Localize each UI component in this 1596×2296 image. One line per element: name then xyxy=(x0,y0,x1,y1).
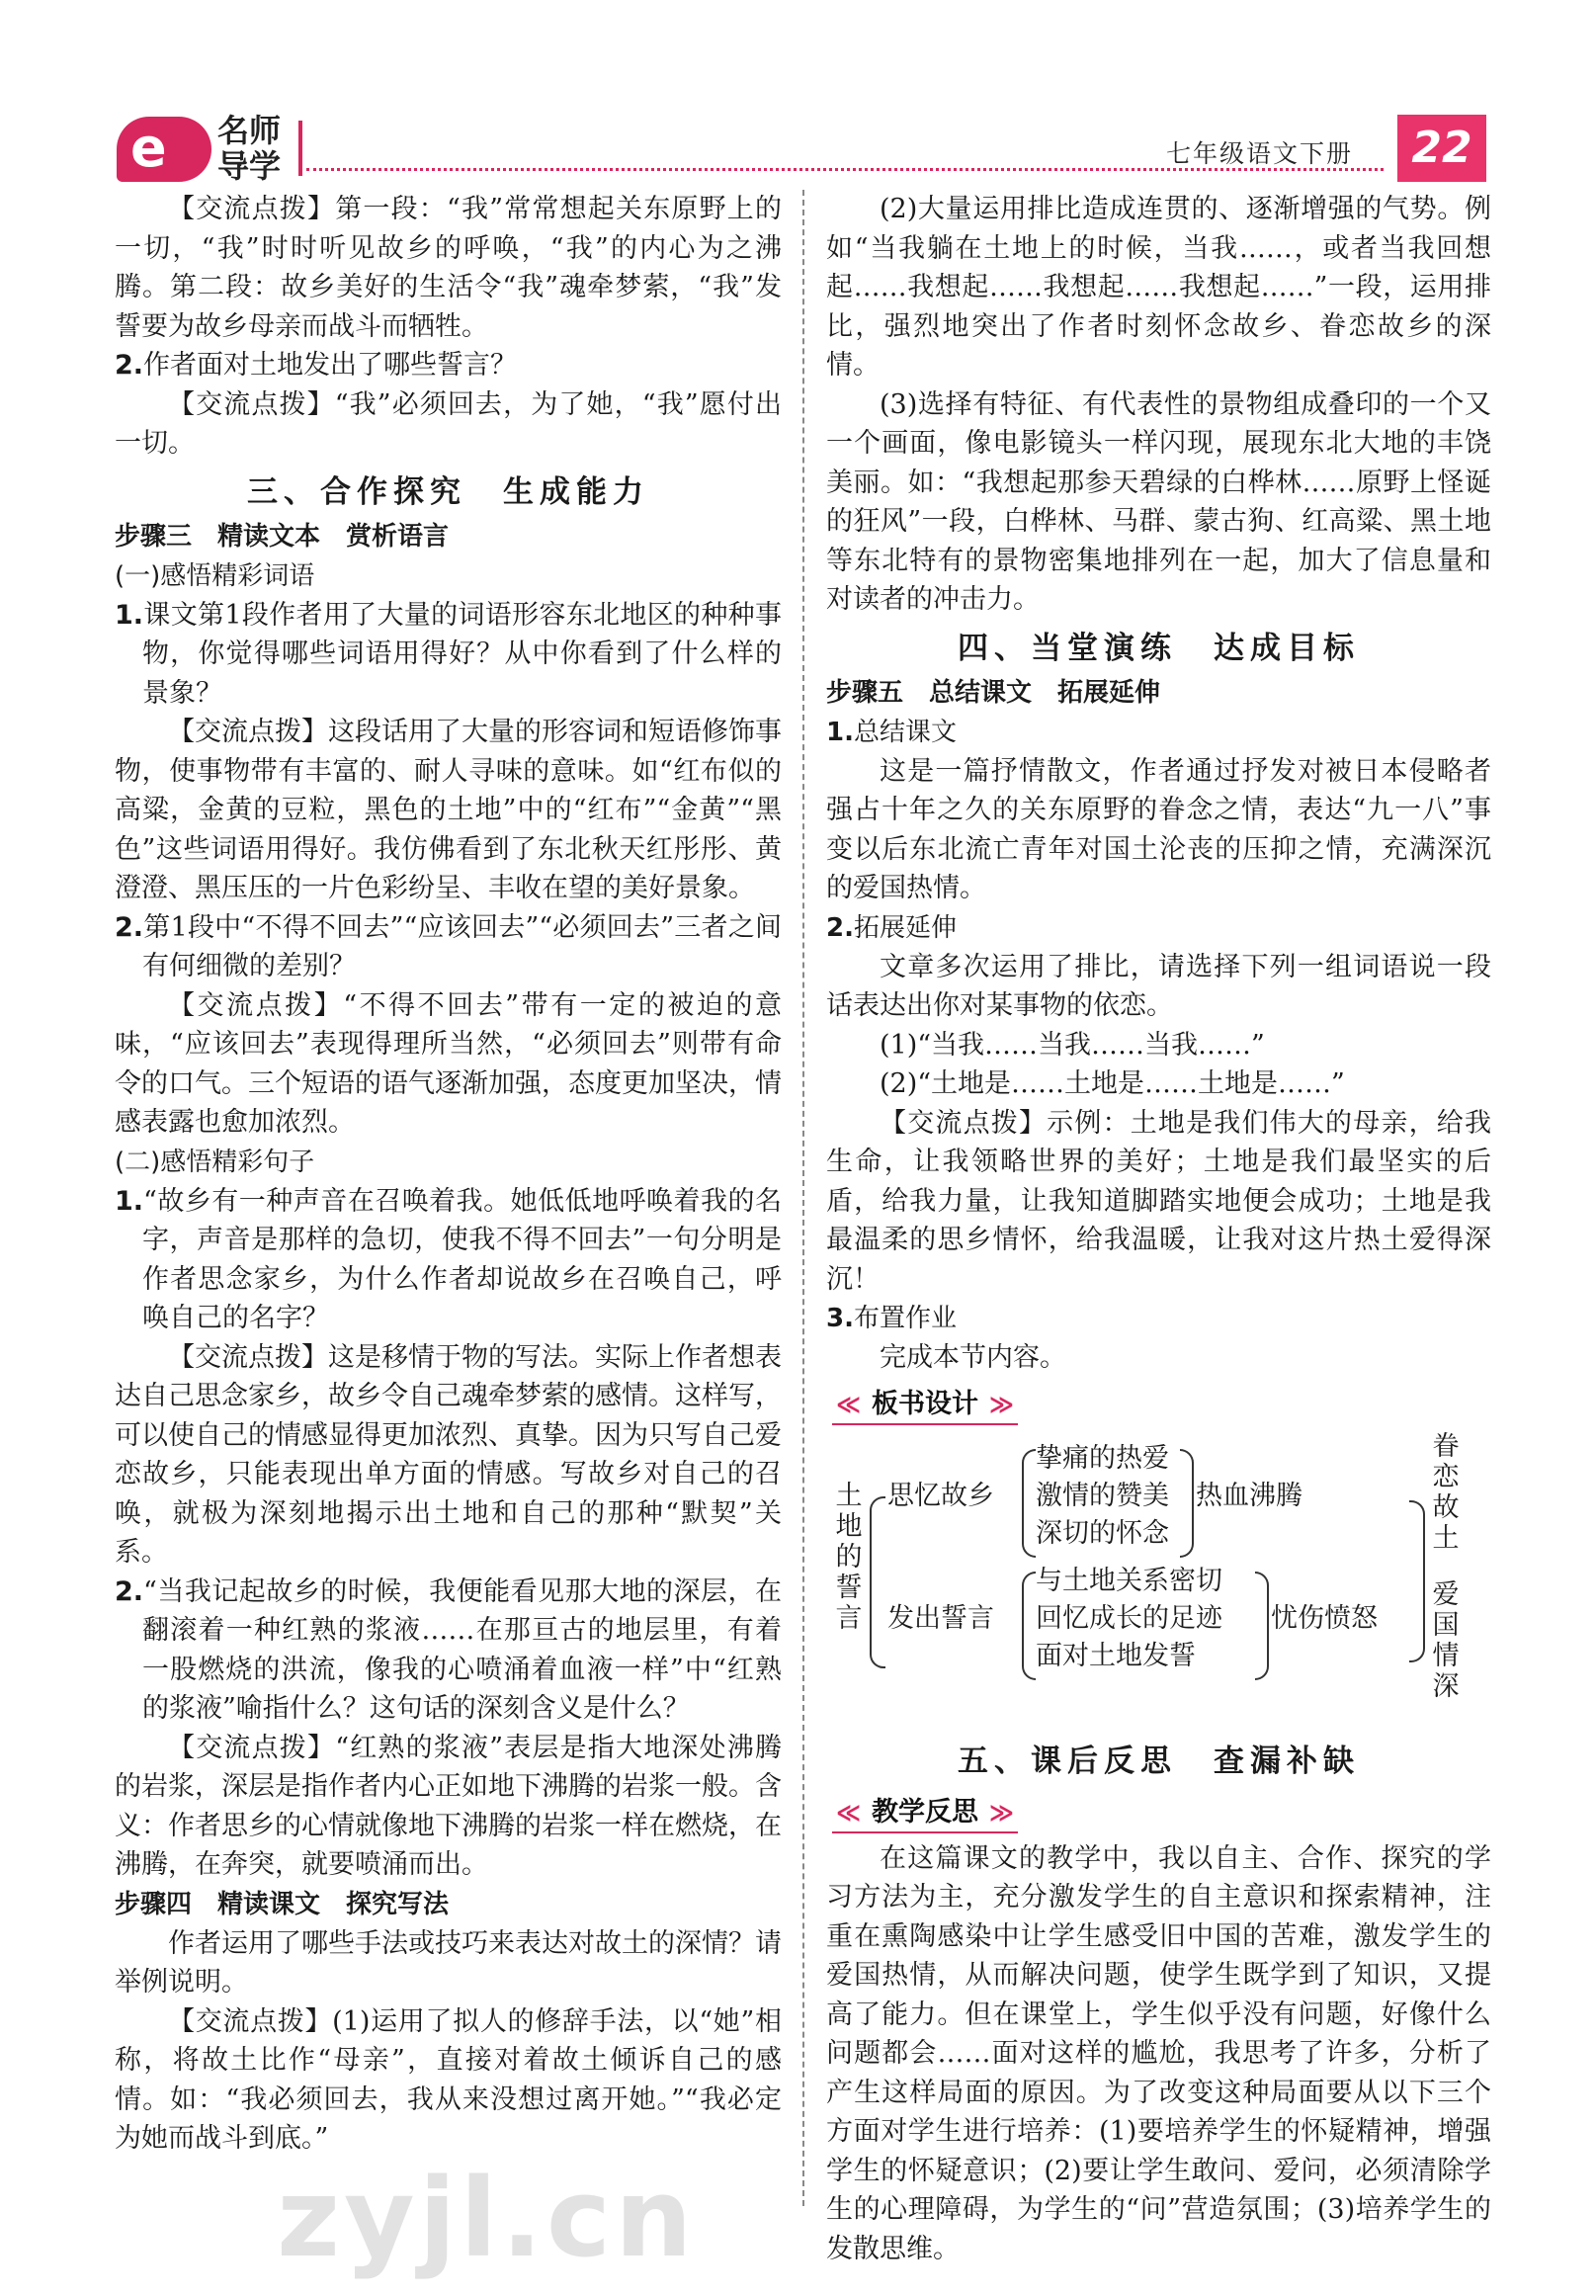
section-heading: 五、课后反思 查漏补缺 xyxy=(958,1743,1360,1779)
watermark: zyjl.cn xyxy=(277,2155,697,2281)
answer: 【交流点拨】“我”必须回去，为了她，“我”愿付出一切。 xyxy=(115,388,782,459)
question-text: “当我记起故乡的时候，我便能看见那大地的深层，在翻滚着一种红熟的浆液……在那亘古的地层里，有着一股燃烧的洪流，像我的心喷涌着血液一样”中“红熟的浆液”喻指什么？这句话的深刻含义是什么？ xyxy=(142,1575,782,1724)
option: (1)“当我……当我……当我……” xyxy=(880,1029,1265,1061)
book-title: 七年级语文下册 xyxy=(1166,139,1354,168)
brace-conclusion xyxy=(1409,1500,1425,1662)
answer: 【交流点拨】这是移情于物的写法。实际上作者想表达自己思念家乡，故乡令自己魂牵梦萦的感情。这样写，可以使自己的情感显得更加浓烈、真挚。因为只写自己爱恋故乡，只能表现出单方面的情感。写故乡对自己的召唤，就极为深刻地揭示出土地和自己的那种“默契”关系。 xyxy=(115,1341,782,1568)
answer: 【交流点拨】“红熟的浆液”表层是指大地深处沸腾的岩浆，深层是指作者内心正如地下沸腾的岩浆一般。含义：作者思乡的心情就像地下沸腾的岩浆一样在燃烧，在沸腾，在奔突，就要喷涌而出。 xyxy=(115,1732,782,1880)
board-item: 与土地关系密切 xyxy=(1036,1565,1222,1596)
brace-root xyxy=(870,1496,885,1668)
brace-branch-2-right xyxy=(1255,1572,1269,1680)
subsection-heading: (一)感悟精彩词语 xyxy=(115,560,315,591)
tag-label: 教学反思 xyxy=(872,1796,978,1828)
question-number: 2. xyxy=(115,911,144,943)
paragraph: 完成本节内容。 xyxy=(880,1342,1066,1373)
subsection-heading: (二)感悟精彩句子 xyxy=(115,1147,315,1177)
page-number: 22 xyxy=(1397,115,1486,182)
option: (2)“土地是……土地是……土地是……” xyxy=(880,1068,1345,1099)
question xyxy=(115,346,782,385)
board-result: 忧伤愤怒 xyxy=(1271,1602,1378,1634)
item-heading xyxy=(826,713,1491,752)
question xyxy=(115,1573,782,1729)
brace-branch-1-right xyxy=(1180,1449,1194,1558)
question xyxy=(115,908,782,986)
brace-branch-1 xyxy=(1022,1449,1036,1558)
question-text: “故乡有一种声音在召唤着我。她低低地呼唤着我的名字，声音是那样的急切，使我不得不回去”一句分明是作者思念家乡，为什么作者却说故乡在召唤自己，呼唤自己的名字？ xyxy=(142,1185,782,1333)
right-column xyxy=(826,190,1491,2268)
chevron-left-icon: ≪ xyxy=(836,1798,862,1827)
step-heading: 步骤五 总结课文 拓展延伸 xyxy=(826,677,1161,708)
board-item: 面对土地发誓 xyxy=(1036,1640,1196,1671)
question-text: 课文第1段作者用了大量的词语形容东北地区的种种事物，你觉得哪些词语用得好？从中你看到了什么样的景象？ xyxy=(142,599,782,709)
question-number: 1. xyxy=(115,599,144,631)
paragraph: 在这篇课文的教学中，我以自主、合作、探究的学习方法为主，充分激发学生的自主意识和探索精神，注重在熏陶感染中让学生感受旧中国的苦难，激发学生的爱国热情，从而解决问题，使学生既学到了知识，又提高了能力。但在课堂上，学生似乎没有问题，好像什么问题都会……面对这样的尴尬，我思考了许多，分析了产生这样局面的原因。为了改变这种局面要从以下三个方面对学生进行培养：(1)要培养学生的怀疑精神，增强学生的怀疑意识；(2)要让学生敢问、爱问，必须清除学生的心理障碍，为学生的“问”营造氛围；(3)培养学生的发散思维。 xyxy=(826,1842,1491,2264)
question-number: 1. xyxy=(115,1185,144,1217)
section-heading: 三、合作探究 生成能力 xyxy=(247,473,649,510)
question xyxy=(115,1182,782,1338)
header-bar xyxy=(298,121,302,176)
question-text: 作者面对土地发出了哪些誓言？ xyxy=(143,350,518,381)
item-number: 2. xyxy=(826,912,854,943)
board-theme: 眷恋故土 xyxy=(1432,1430,1460,1554)
question: 作者运用了哪些手法或技巧来表达对故土的深情？请举例说明。 xyxy=(115,1927,782,1998)
logo-badge xyxy=(117,117,211,182)
item-number: 1. xyxy=(826,717,854,747)
paragraph: 这是一篇抒情散文，作者通过抒发对被日本侵略者强占十年之久的关东原野的眷念之情，表达“九一八”事变以后东北流亡青年对国土沦丧的压抑之情，充满深沉的爱国热情。 xyxy=(826,755,1491,903)
board-branch-2: 发出誓言 xyxy=(887,1602,994,1634)
answer: 【交流点拨】(1)运用了拟人的修辞手法，以“她”相称，将故土比作“母亲”，直接对着故土倾诉自己的感情。如：“我必须回去，我从来没想过离开她。”“我必定为她而战斗到底。” xyxy=(115,2005,782,2154)
board-item: 深切的怀念 xyxy=(1036,1517,1169,1549)
chevron-right-icon: ≫ xyxy=(988,1798,1014,1827)
answer: 【交流点拨】示例：土地是我们伟大的母亲，给我生命，让我领略世界的美好；土地是我们最坚实的后盾，给我力量，让我知道脚踏实地便会成功；土地是我最温柔的思乡情怀，给我温暖，让我对这片热土爱得深沉！ xyxy=(826,1107,1491,1295)
section-heading: 四、当堂演练 达成目标 xyxy=(958,630,1360,666)
item-title: 布置作业 xyxy=(853,1304,957,1333)
chevron-left-icon: ≪ xyxy=(836,1390,862,1418)
tag-label: 板书设计 xyxy=(872,1388,978,1419)
paragraph: (3)选择有特征、有代表性的景物组成叠印的一个又一个画面，像电影镜头一样闪现，展现东北大地的丰饶美丽。如：“我想起那参天碧绿的白桦林……原野上怪诞的狂风”一段，白桦林、马群、蒙古狗、红高粱、黑土地等东北特有的景物密集地排列在一起，加大了信息量和对读者的冲击力。 xyxy=(826,388,1491,615)
board-result: 热血沸腾 xyxy=(1196,1480,1302,1511)
board-root: 土地的誓言 xyxy=(835,1480,863,1634)
item-heading xyxy=(826,1299,1491,1338)
question-number: 2. xyxy=(115,350,144,381)
blackboard-diagram xyxy=(826,1431,1491,1733)
item-heading xyxy=(826,908,1491,948)
step-heading: 步骤三 精读文本 赏析语言 xyxy=(115,521,450,552)
question-text: 第1段中“不得不回去”“应该回去”“必须回去”三者之间有何细微的差别？ xyxy=(142,911,782,981)
board-theme: 爱国情深 xyxy=(1432,1578,1460,1702)
answer: 【交流点拨】“不得不回去”带有一定的被迫的意味，“应该回去”表现得理所当然，“必须回去”则带有命令的口气。三个短语的语气逐渐加强，态度更加坚决，情感表露也愈加浓烈。 xyxy=(115,989,782,1138)
item-number: 3. xyxy=(826,1304,854,1333)
question xyxy=(115,596,782,714)
logo-text: 名师导学 xyxy=(217,112,282,185)
answer: 【交流点拨】这段话用了大量的形容词和短语修饰事物，使事物带有丰富的、耐人寻味的意味。如“红布似的高粱，金黄的豆粒，黑色的土地”中的“红布”“金黄”“黑色”这些词语用得好。我仿佛看到了东北秋天红彤彤、黄澄澄、黑压压的一片色彩纷呈、丰收在望的美好景象。 xyxy=(115,717,782,903)
brand-logo xyxy=(117,111,304,186)
step-heading: 步骤四 精读课文 探究写法 xyxy=(115,1889,450,1919)
paragraph: 文章多次运用了排比，请选择下列一组词语说一段话表达出你对某事物的依恋。 xyxy=(826,951,1491,1021)
board-item: 挚痛的热爱 xyxy=(1036,1442,1169,1474)
board-item: 激情的赞美 xyxy=(1036,1480,1169,1511)
paragraph: 【交流点拨】第一段：“我”常常想起关东原野上的一切，“我”时时听见故乡的呼唤，“我”的内心为之沸腾。第二段：故乡美好的生活令“我”魂牵梦萦，“我”发誓要为故乡母亲而战斗而牺牲。 xyxy=(115,194,782,342)
question-number: 2. xyxy=(115,1575,144,1607)
board-item: 回忆成长的足迹 xyxy=(1036,1602,1222,1634)
left-column xyxy=(115,190,782,2159)
board-design-tag xyxy=(832,1386,1018,1425)
column-divider xyxy=(802,190,804,2206)
chevron-right-icon: ≫ xyxy=(988,1390,1014,1418)
item-title: 拓展延伸 xyxy=(853,912,957,943)
brace-branch-2 xyxy=(1022,1572,1036,1680)
paragraph: (2)大量运用排比造成连贯的、逐渐增强的气势。例如“当我躺在土地上的时候，当我……，或者当我回想起……我想起……我想起……我想起……”一段，运用排比，强烈地突出了作者时刻怀念故乡、眷恋故乡的深情。 xyxy=(826,194,1491,381)
item-title: 总结课文 xyxy=(853,717,957,747)
board-branch-1: 思忆故乡 xyxy=(887,1480,994,1511)
logo-mark: e xyxy=(130,117,167,179)
reflection-tag xyxy=(832,1794,1018,1833)
